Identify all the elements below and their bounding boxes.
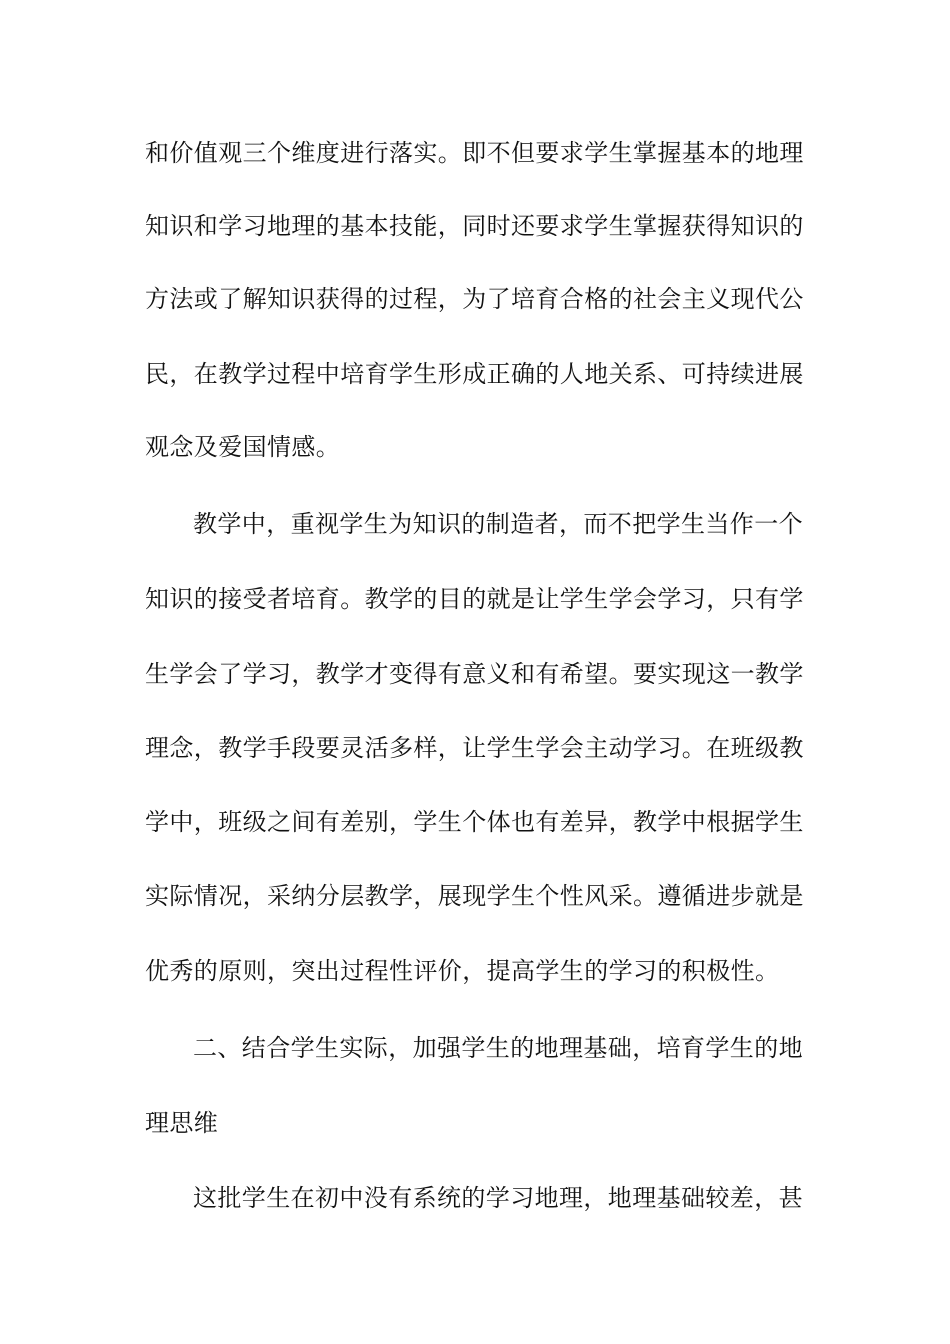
text-line: 知识的接受者培育。教学的目的就是让学生学会学习，只有学: [145, 585, 804, 613]
text-line: 知识和学习地理的基本技能，同时还要求学生掌握获得知识的: [145, 212, 804, 240]
text-line: 民，在教学过程中培育学生形成正确的人地关系、可持续进展: [145, 360, 804, 388]
text-line: 生学会了学习，教学才变得有意义和有希望。要实现这一教学: [145, 660, 804, 688]
paragraph-first-line: 教学中，重视学生为知识的制造者，而不把学生当作一个: [193, 510, 803, 538]
section-heading-line: 二、结合学生实际，加强学生的地理基础，培育学生的地: [193, 1034, 803, 1062]
paragraph-first-line: 这批学生在初中没有系统的学习地理，地理基础较差，甚: [193, 1184, 803, 1212]
text-line: 理念，教学手段要灵活多样，让学生学会主动学习。在班级教: [145, 734, 804, 762]
section-heading-line: 理思维: [145, 1109, 219, 1137]
text-line: 实际情况，采纳分层教学，展现学生个性风采。遵循进步就是: [145, 882, 804, 910]
text-line: 观念及爱国情感。: [145, 433, 341, 461]
text-line: 和价值观三个维度进行落实。即不但要求学生掌握基本的地理: [145, 139, 804, 167]
text-line: 优秀的原则，突出过程性评价，提高学生的学习的积极性。: [145, 957, 780, 985]
text-line: 方法或了解知识获得的过程，为了培育合格的社会主义现代公: [145, 285, 804, 313]
text-line: 学中，班级之间有差别，学生个体也有差异，教学中根据学生: [145, 808, 804, 836]
